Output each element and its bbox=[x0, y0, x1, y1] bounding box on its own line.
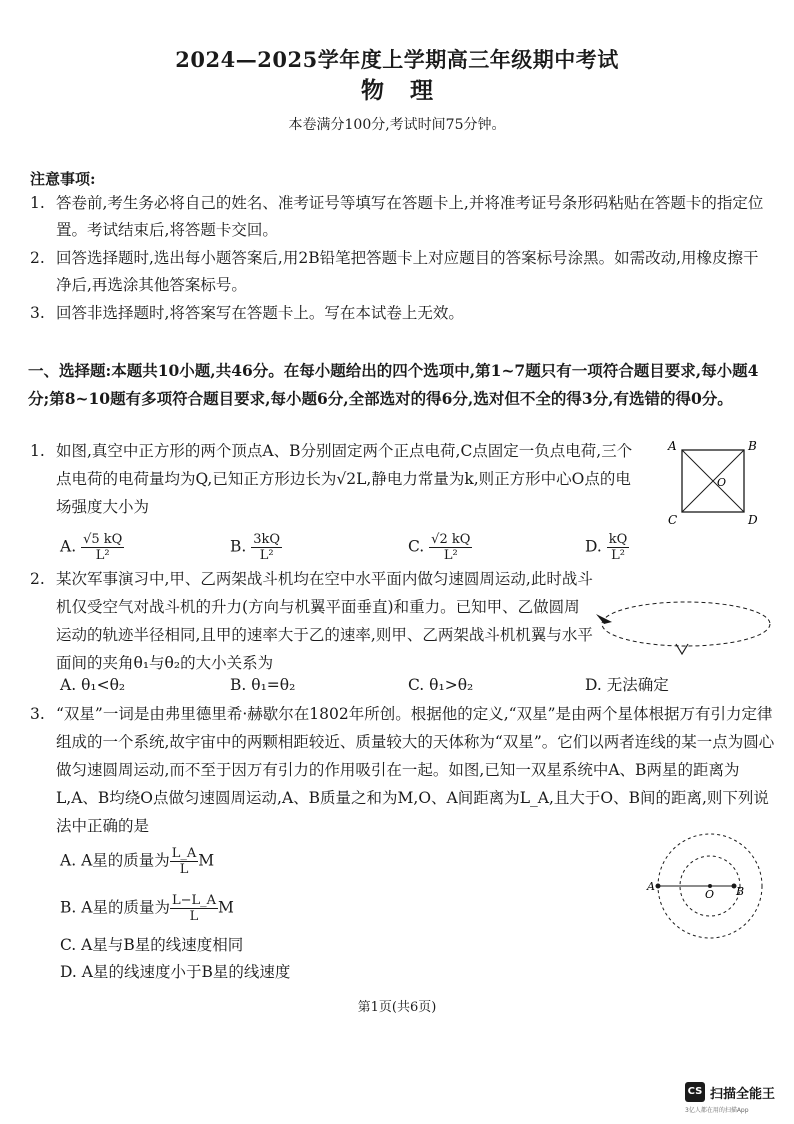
option-text: θ₁<θ₂ bbox=[81, 676, 126, 694]
option-fraction bbox=[429, 532, 472, 563]
question-text: 某次军事演习中,甲、乙两架战斗机均在空中水平面内做匀速圆周运动,此时战斗机仅受空气对战斗机的升力(方向与机翼平面垂直)和重力。已知甲、乙做圆周运动的轨迹半径相同,且甲的速率大于乙的速率,则甲、乙两架战斗机机翼与水平面间的夹角θ₁与θ₂的大小关系为 bbox=[56, 570, 593, 672]
option-text: M bbox=[198, 851, 215, 870]
square-charges-figure bbox=[660, 436, 770, 528]
notes-heading: 注意事项: bbox=[30, 170, 96, 188]
fraction-numerator: L−L_A bbox=[171, 893, 217, 908]
score-line: 本卷满分100分,考试时间75分钟。 bbox=[288, 117, 506, 133]
q1-option-d[interactable] bbox=[585, 532, 629, 563]
question-1 bbox=[28, 437, 640, 521]
fraction-denominator: L² bbox=[611, 548, 625, 563]
star-label-b: B bbox=[736, 885, 745, 898]
option-fraction bbox=[170, 893, 218, 924]
star-label-a: A bbox=[647, 880, 655, 893]
option-label: C. bbox=[60, 936, 77, 954]
note-number: 1. bbox=[30, 194, 45, 212]
option-fraction bbox=[170, 846, 199, 877]
fraction-numerator: kQ bbox=[608, 532, 628, 547]
option-text: θ₁>θ₂ bbox=[429, 676, 474, 694]
q3-option-a[interactable] bbox=[60, 846, 214, 877]
scanner-watermark bbox=[685, 1082, 785, 1112]
option-text: M bbox=[218, 898, 234, 917]
option-label: B. bbox=[230, 537, 247, 556]
scanner-logo-icon: CS bbox=[685, 1082, 705, 1102]
option-text: A星与B星的线速度相同 bbox=[81, 936, 244, 954]
fraction-numerator: √5 kQ bbox=[83, 532, 123, 547]
center-label-o: O bbox=[717, 476, 727, 489]
option-label: D. bbox=[60, 963, 77, 981]
note-number: 3. bbox=[30, 304, 45, 322]
question-text: 如图,真空中正方形的两个顶点A、B分别固定两个正点电荷,C点固定一负点电荷,三个点电荷的电荷量均为Q,已知正方形边长为√2L,静电力常量为k,则正方形中心O点的电场强度大小为 bbox=[56, 442, 633, 516]
q1-option-c[interactable] bbox=[408, 532, 472, 563]
note-number: 2. bbox=[30, 249, 45, 267]
question-number: 3. bbox=[30, 705, 45, 723]
question-2 bbox=[28, 565, 593, 677]
page-footer: 第1页(共6页) bbox=[357, 1000, 437, 1015]
q3-option-d[interactable] bbox=[60, 961, 290, 983]
fraction-numerator: 3kQ bbox=[253, 532, 281, 547]
subject-title: 物理 bbox=[361, 77, 459, 104]
fraction-denominator: L² bbox=[259, 548, 274, 563]
section-instructions: 一、选择题:本题共10小题,共46分。在每小题给出的四个选项中,第1~7题只有一项符合题目要求,每小题4分;第8~10题有多项符合题目要求,每小题6分,全部选对的得6分,选对但不全的得3分,有选错的得0分。 bbox=[28, 361, 759, 408]
q1-option-a[interactable] bbox=[60, 532, 124, 563]
q2-option-b[interactable] bbox=[230, 674, 295, 696]
question-number: 1. bbox=[30, 442, 45, 460]
fraction-denominator: L bbox=[179, 862, 189, 877]
note-item bbox=[28, 245, 773, 299]
exam-title: 2024—2025学年度上学期高三年级期中考试 bbox=[175, 47, 619, 72]
vertex-label-c: C bbox=[668, 513, 678, 527]
note-text: 回答选择题时,选出每小题答案后,用2B铅笔把答题卡上对应题目的答案标号涂黑。如需改动,用橡皮擦干净后,再选涂其他答案标号。 bbox=[56, 249, 759, 294]
scanner-tagline: 3亿人都在用的扫描App bbox=[685, 1107, 749, 1114]
option-fraction bbox=[607, 532, 630, 563]
orbit-ellipse bbox=[602, 602, 770, 646]
fraction-denominator: L² bbox=[95, 548, 110, 563]
option-label: B. bbox=[60, 898, 77, 917]
option-label: A. bbox=[60, 851, 77, 870]
q3-option-c[interactable] bbox=[60, 934, 243, 956]
question-3 bbox=[28, 700, 775, 840]
scanner-app-name: 扫描全能王 bbox=[710, 1087, 776, 1102]
option-label: A. bbox=[60, 676, 77, 694]
star-a-dot bbox=[656, 884, 661, 889]
option-fraction bbox=[251, 532, 282, 563]
option-label: D. bbox=[585, 676, 602, 694]
q2-option-a[interactable] bbox=[60, 674, 125, 696]
option-text: A星的质量为 bbox=[81, 898, 170, 917]
fraction-numerator: √2 kQ bbox=[431, 532, 471, 547]
note-text: 回答非选择题时,将答案写在答题卡上。写在本试卷上无效。 bbox=[56, 304, 464, 322]
note-item bbox=[28, 190, 773, 244]
vertex-label-a: A bbox=[668, 439, 677, 453]
fraction-denominator: L bbox=[189, 909, 199, 924]
question-text: “双星”一词是由弗里德里希·赫歇尔在1802年所创。根据他的定义,“双星”是由两个星体根据万有引力定律组成的一个系统,故宇宙中的两颗相距较近、质量较大的天体称为“双星”。它们以两者连线的某一点为圆心做匀速圆周运动,而不至于因万有引力的作用吸引在一起。如图,已知一双星系统中A、B两星的距离为L,A、B均绕O点做匀速圆周运动,A、B质量之和为M,O、A间距离为L_A,且大于O、B间的距离,则下列说法中正确的是 bbox=[56, 705, 775, 835]
option-label: C. bbox=[408, 537, 425, 556]
center-label-o: O bbox=[705, 888, 715, 901]
vertex-label-b: B bbox=[748, 439, 757, 453]
option-text: θ₁=θ₂ bbox=[251, 676, 296, 694]
fighter-jet-icon bbox=[596, 614, 612, 624]
option-label: C. bbox=[408, 676, 425, 694]
q3-option-b[interactable] bbox=[60, 893, 234, 924]
option-label: D. bbox=[585, 537, 602, 556]
option-fraction bbox=[81, 532, 124, 563]
option-text: A星的线速度小于B星的线速度 bbox=[81, 963, 291, 981]
note-item bbox=[28, 300, 773, 327]
q2-option-d[interactable] bbox=[585, 674, 669, 696]
option-label: B. bbox=[230, 676, 247, 694]
circular-orbit-figure bbox=[592, 588, 782, 660]
option-text: A星的质量为 bbox=[81, 851, 170, 870]
binary-star-figure bbox=[644, 828, 774, 946]
option-label: A. bbox=[60, 537, 77, 556]
question-number: 2. bbox=[30, 570, 45, 588]
fraction-denominator: L² bbox=[443, 548, 458, 563]
note-text: 答卷前,考生务必将自己的姓名、准考证号等填写在答题卡上,并将准考证号条形码粘贴在答题卡的指定位置。考试结束后,将答题卡交回。 bbox=[56, 194, 764, 239]
fraction-numerator: L_A bbox=[171, 846, 197, 861]
option-text: 无法确定 bbox=[606, 676, 669, 694]
vertex-label-d: D bbox=[748, 513, 758, 527]
q1-option-b[interactable] bbox=[230, 532, 282, 563]
q2-option-c[interactable] bbox=[408, 674, 473, 696]
